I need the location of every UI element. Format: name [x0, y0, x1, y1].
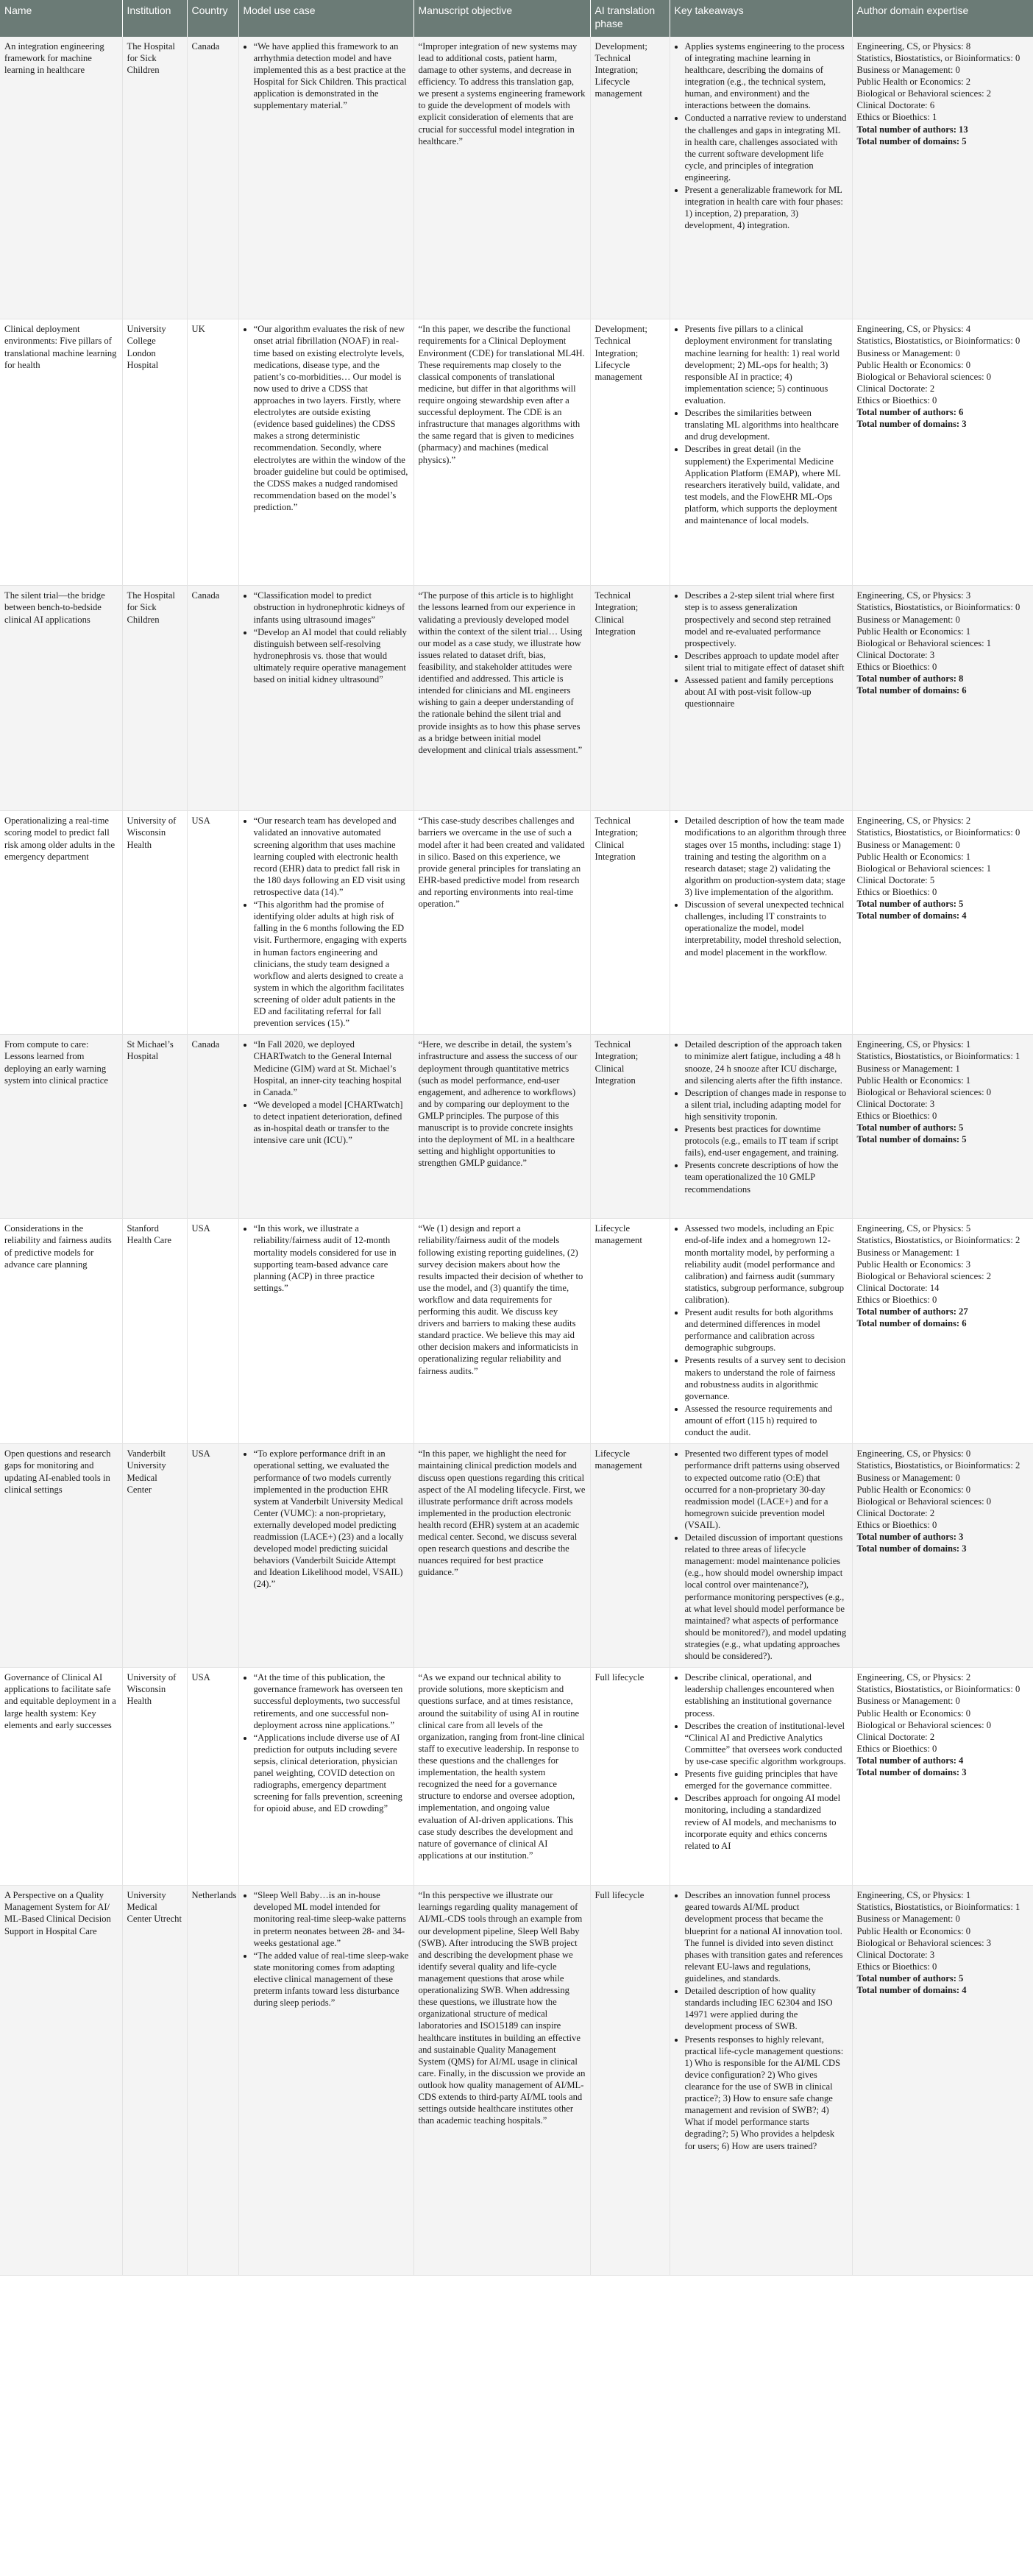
total-domains: Total number of domains: 6	[856, 1318, 967, 1329]
table-row	[0, 1444, 1033, 1668]
use-case-list	[244, 1448, 409, 1590]
takeaway-item: • Present audit results for both algorithms and determined differences in model performance and calibration across demographic subgroups.	[685, 1306, 848, 1354]
expertise-line: Business or Management: 0	[856, 1696, 960, 1707]
cell-takeaways	[670, 1035, 852, 1219]
expertise-line: Clinical Doctorate: 2	[856, 1731, 935, 1742]
expertise-line: Public Health or Economics: 1	[856, 851, 971, 862]
total-domains: Total number of domains: 3	[856, 419, 967, 430]
total-domains: Total number of domains: 4	[856, 1985, 967, 1996]
cell-expertise	[852, 1035, 1033, 1219]
expertise-line: Public Health or Economics: 1	[856, 1075, 971, 1086]
expertise-line: Public Health or Economics: 0	[856, 1484, 971, 1495]
cell-expertise	[852, 1668, 1033, 1886]
expertise-line: Clinical Doctorate: 6	[856, 100, 935, 111]
use-case-item: • “At the time of this publication, the governance framework has overseen ten successful deployments, two successful retirements, and one successful non-deployment across nine applications.”	[254, 1671, 409, 1731]
expertise-line: Engineering, CS, or Physics: 5	[856, 1223, 971, 1234]
cell-expertise	[852, 586, 1033, 811]
expertise-line: Public Health or Economics: 0	[856, 1708, 971, 1719]
cell-takeaways	[670, 1886, 852, 2276]
cell-objective: “As we expand our technical ability to provide solutions, more skepticism and questions surface, and at times resistance, around the suitability of using AI in routine clinical care from all levels of the organization, ranging from front-line clinical staff to executive leadership. In response to these questions and the challenges for implementation, the health system recognized the need for a governance structure to endorse and oversee adoption, implementation, and ongoing value evaluation of AI-driven applications. This case study describes the development and nature of governance of clinical AI applications at our institution.”	[413, 1668, 590, 1886]
total-authors: Total number of authors: 3	[856, 1532, 964, 1543]
use-case-item: • “We developed a model [CHARTwatch] to detect inpatient deterioration, defined as in-hospital death or transfer to the intensive care unit (ICU).”	[254, 1099, 409, 1146]
takeaway-item: • Describes approach for ongoing AI model monitoring, including a standardized review of AI models, and mechanisms to incorporate equity and ethics concerns related to AI	[685, 1792, 848, 1852]
takeaway-item: • Assessed two models, including an Epic end-of-life index and a homegrown 12-month mortality model, by performing a reliability audit (model performance and calibration) and fairness audit (summary statistics, subgroup performance, subgroup calibration).	[685, 1222, 848, 1306]
use-case-list	[244, 1889, 409, 2009]
cell-objective: “We (1) design and report a reliability/fairness audit of the models following existing reporting guidelines, (2) survey decision makers about how the results impacted their decision of whether to use the model, and (3) quantify the time, workflow and data requirements for performing this audit. We discuss key drivers and barriers to making these audits standard practice. We believe this may aid other decision makers and informaticists in operationalizing regular reliability and fairness audits.”	[413, 1219, 590, 1444]
total-authors: Total number of authors: 5	[856, 899, 964, 910]
takeaway-item: • Describes in great detail (in the supplement) the Experimental Medicine Application Platform (EMAP), where ML researchers iteratively build, validate, and test models, and the FlowEHR ML-Ops platform, which supports the deployment and maintenance of local models.	[685, 443, 848, 526]
cell-name: The silent trial—the bridge between bench-to-bedside clinical AI applications	[0, 586, 122, 811]
takeaway-item: • Describes an innovation funnel process geared towards AI/ML product development process that became the blueprint for a national AI innovation tool. The funnel is divided into seven distinct phases with transition gates and references relevant EU-laws and regulations, guidelines, and standards.	[685, 1889, 848, 1984]
total-domains: Total number of domains: 4	[856, 910, 967, 921]
cell-takeaways	[670, 37, 852, 319]
cell-objective: “In this paper, we highlight the need for maintaining clinical prediction models and discuss open questions regarding this critical aspect of the AI modeling lifecycle. First, we illustrate performance drift across models implemented in the production electronic health record (EHR) system at an academic medical center. Second, we discuss several open research questions and describe the nuances required for best practice guidance.”	[413, 1444, 590, 1668]
takeaway-item: • Conducted a narrative review to understand the challenges and gaps in integrating ML in health care, challenges associated with the current software development life cycle, and principles of integration engineering.	[685, 112, 848, 183]
cell-phase: Technical Integration; Clinical Integration	[590, 586, 670, 811]
cell-takeaways	[670, 1668, 852, 1886]
cell-institution: University College London Hospital	[122, 319, 187, 586]
use-case-item: • “Applications include diverse use of AI prediction for outputs including severe sepsis, clinical deterioration, physician panel weighting, COVID detection on radiographs, emergency department screening for falls prevention, screening for opioid abuse, and ED crowding”	[254, 1732, 409, 1815]
expertise-line: Clinical Doctorate: 3	[856, 1098, 935, 1109]
total-domains: Total number of domains: 5	[856, 1134, 967, 1145]
cell-use-case	[238, 586, 413, 811]
cell-country: USA	[187, 1668, 238, 1886]
takeaway-item: • Applies systems engineering to the process of integrating machine learning in healthcare, describing the domains of integration (e.g., the technical system, human, and environment) and the interactions between the domains.	[685, 40, 848, 112]
expertise-line: Biological or Behavioral sciences: 2	[856, 88, 992, 99]
header-takeaways: Key takeaways	[670, 0, 852, 37]
expertise-line: Ethics or Bioethics: 0	[856, 1743, 937, 1754]
cell-use-case	[238, 319, 413, 586]
cell-country: USA	[187, 811, 238, 1035]
total-domains: Total number of domains: 3	[856, 1767, 967, 1778]
use-case-list	[244, 590, 409, 685]
expertise-line: Engineering, CS, or Physics: 4	[856, 324, 971, 335]
use-case-item: • “Develop an AI model that could reliably distinguish between self-resolving hydronephrosis vs. those that would ultimately require operative management based on initial kidney ultrasound”	[254, 626, 409, 686]
cell-institution: Stanford Health Care	[122, 1219, 187, 1444]
use-case-item: • “To explore performance drift in an operational setting, we evaluated the performance of two models currently implemented in the production EHR system at Vanderbilt University Medical Center (VUMC): a non-proprietary, externally developed model predicting readmission (LACE+) (23) and a locally developed model predicting suicidal behaviors (Vanderbilt Suicide Attempt and Ideation Likelihood model, VSAIL) (24).”	[254, 1448, 409, 1590]
cell-institution: The Hospital for Sick Children	[122, 586, 187, 811]
expertise-line: Business or Management: 0	[856, 614, 960, 625]
takeaways-list	[675, 1222, 848, 1438]
expertise-line: Statistics, Biostatistics, or Bioinformatics: 2	[856, 1235, 1020, 1246]
use-case-list	[244, 1222, 409, 1294]
expertise-line: Engineering, CS, or Physics: 2	[856, 1672, 971, 1683]
expertise-line: Public Health or Economics: 1	[856, 626, 971, 637]
cell-name: Operationalizing a real-time scoring model to predict fall risk among older adults in the emergency department	[0, 811, 122, 1035]
takeaway-item: • Detailed discussion of important questions related to three areas of lifecycle management: model maintenance policies (e.g., how should model ownership impact local control over maintenance?), performance monitoring perspectives (e.g., at what level should model performance be maintained? what aspects of performance should be monitored?), and model updating strategies (e.g., what updating approaches should be considered?).	[685, 1532, 848, 1662]
cell-expertise	[852, 319, 1033, 586]
total-authors: Total number of authors: 5	[856, 1122, 964, 1133]
cell-expertise	[852, 37, 1033, 319]
cell-objective: “In this perspective we illustrate our learnings regarding quality management of AI/ML-CDS tools through an example from our development pipeline, Sleep Well Baby (SWB). After introducing the SWB project and describing the development phase we identify several quality and life-cycle management questions that arose while operationalizing SWB. When addressing these questions, we illustrate how the organizational structure of medical laboratories and ISO15189 can inspire healthcare institutes in building an effective and sustainable Quality Management System (QMS) for AI/ML usage in clinical care. Finally, in the discussion we provide an outlook how quality management of AI/ML-CDS extends to third-party AI/ML tools and settings outside healthcare institutes other than academic teaching hospitals.”	[413, 1886, 590, 2276]
expertise-line: Biological or Behavioral sciences: 3	[856, 1937, 992, 1948]
cell-use-case	[238, 811, 413, 1035]
table-row	[0, 1219, 1033, 1444]
takeaway-item: • Describes the similarities between translating ML algorithms into healthcare and drug development.	[685, 407, 848, 442]
cell-expertise	[852, 1444, 1033, 1668]
expertise-line: Business or Management: 1	[856, 1247, 960, 1258]
total-authors: Total number of authors: 4	[856, 1755, 964, 1766]
takeaways-list	[675, 1038, 848, 1195]
use-case-item: • “The added value of real-time sleep-wake state monitoring comes from adapting elective clinical management of these preterm infants toward less disturbance during sleep periods.”	[254, 1950, 409, 2009]
expertise-line: Public Health or Economics: 0	[856, 1925, 971, 1936]
cell-name: Open questions and research gaps for monitoring and updating AI-enabled tools in clinical settings	[0, 1444, 122, 1668]
expertise-line: Biological or Behavioral sciences: 0	[856, 371, 992, 382]
cell-phase: Development; Technical Integration; Lifecycle management	[590, 319, 670, 586]
takeaway-item: • Presented two different types of model performance drift patterns using observed to expected outcome ratio (O:E) that occurred for a non-proprietary 30-day readmission model (LACE+) and for a homegrown suicide prevention model (VSAIL).	[685, 1448, 848, 1531]
cell-use-case	[238, 1668, 413, 1886]
cell-phase: Development; Technical Integration; Lifecycle management	[590, 37, 670, 319]
table-row	[0, 37, 1033, 319]
cell-objective: “The purpose of this article is to highlight the lessons learned from our experience in validating a previously developed model within the context of the silent trial… Using our model as a case study, we illustrate how issues related to dataset drift, bias, feasibility, and stakeholder attitudes were identified and addressed. This article is intended for clinicians and ML engineers wishing to gain a deeper understanding of the rationale behind the silent trial and provide insights as to how this phase serves as a bridge between initial model development and clinical trials assessment.”	[413, 586, 590, 811]
expertise-line: Engineering, CS, or Physics: 0	[856, 1448, 971, 1459]
takeaway-item: • Assessed patient and family perceptions about AI with post-visit follow-up questionnaire	[685, 674, 848, 710]
expertise-line: Biological or Behavioral sciences: 0	[856, 1496, 992, 1507]
expertise-line: Biological or Behavioral sciences: 1	[856, 637, 992, 648]
cell-use-case	[238, 37, 413, 319]
expertise-line: Ethics or Bioethics: 0	[856, 394, 937, 406]
expertise-line: Ethics or Bioethics: 0	[856, 1110, 937, 1121]
expertise-line: Business or Management: 1	[856, 1063, 960, 1074]
takeaway-item: • Describes the creation of institutional-level “Clinical AI and Predictive Analytics Committee” that oversees work conducted by use-case specific algorithm workgroups.	[685, 1720, 848, 1767]
takeaways-list	[675, 1448, 848, 1662]
expertise-line: Biological or Behavioral sciences: 0	[856, 1719, 992, 1730]
cell-use-case	[238, 1886, 413, 2276]
takeaways-list	[675, 590, 848, 710]
cell-takeaways	[670, 319, 852, 586]
use-case-list	[244, 40, 409, 112]
cell-phase: Lifecycle management	[590, 1444, 670, 1668]
header-row	[0, 0, 1033, 37]
expertise-line: Engineering, CS, or Physics: 8	[856, 40, 971, 52]
use-case-item: • “In this work, we illustrate a reliability/fairness audit of 12-month mortality models considered for use in supporting team-based advance care planning (ACP) in three practice settings.”	[254, 1222, 409, 1294]
takeaway-item: • Detailed description of how quality standards including IEC 62304 and ISO 14971 were applied during the development process of SWB.	[685, 1985, 848, 2032]
table-row	[0, 319, 1033, 586]
expertise-line: Business or Management: 0	[856, 1914, 960, 1925]
cell-takeaways	[670, 1444, 852, 1668]
use-case-list	[244, 815, 409, 1029]
cell-institution: University Medical Center Utrecht	[122, 1886, 187, 2276]
total-domains: Total number of domains: 5	[856, 135, 967, 146]
expertise-line: Statistics, Biostatistics, or Bioinformatics: 0	[856, 602, 1020, 613]
cell-country: Canada	[187, 1035, 238, 1219]
takeaways-list	[675, 1671, 848, 1852]
takeaway-item: • Presents concrete descriptions of how the team operationalized the 10 GMLP recommendations	[685, 1159, 848, 1195]
takeaway-item: • Detailed description of the approach taken to minimize alert fatigue, including a 48 h snooze, 24 h snooze after ICU discharge, and silencing alerts after the fifth instance.	[685, 1038, 848, 1086]
total-authors: Total number of authors: 5	[856, 1973, 964, 1984]
cell-institution: Vanderbilt University Medical Center	[122, 1444, 187, 1668]
cell-name: Governance of Clinical AI applications to facilitate safe and equitable deployment in a large health system: Key elements and early successes	[0, 1668, 122, 1886]
cell-use-case	[238, 1219, 413, 1444]
total-authors: Total number of authors: 13	[856, 124, 968, 135]
expertise-line: Engineering, CS, or Physics: 3	[856, 590, 971, 601]
expertise-line: Clinical Doctorate: 5	[856, 874, 935, 885]
cell-name: A Perspective on a Quality Management System for AI/ ML-Based Clinical Decision Support in Hospital Care	[0, 1886, 122, 2276]
total-domains: Total number of domains: 6	[856, 685, 967, 696]
takeaway-item: • Present a generalizable framework for ML integration in health care with four phases: 1) inception, 2) preparation, 3) development, 4) integration.	[685, 184, 848, 231]
expertise-line: Statistics, Biostatistics, or Bioinformatics: 0	[856, 336, 1020, 347]
cell-phase: Technical Integration; Clinical Integration	[590, 1035, 670, 1219]
takeaway-item: • Presents results of a survey sent to decision makers to understand the role of fairness and robustness audits in algorithmic governance.	[685, 1354, 848, 1401]
expertise-line: Ethics or Bioethics: 1	[856, 112, 937, 123]
takeaway-item: • Presents five guiding principles that have emerged for the governance committee.	[685, 1768, 848, 1791]
expertise-line: Statistics, Biostatistics, or Bioinformatics: 0	[856, 52, 1020, 63]
header-phase: AI translation phase	[590, 0, 670, 37]
use-case-list	[244, 323, 409, 513]
takeaway-item: • Describes a 2-step silent trial where first step is to assess generalization prospectively and second step retrained model and re-evaluated performance prospectively.	[685, 590, 848, 649]
table-row	[0, 811, 1033, 1035]
expertise-line: Engineering, CS, or Physics: 2	[856, 815, 971, 827]
takeaway-item: • Detailed description of how the team made modifications to an algorithm through three stages over 15 months, including: stage 1) training and testing the algorithm on a research dataset; stage 2) validating the algorithm on production-system data; stage 3) live implementation of the algorithm.	[685, 815, 848, 898]
takeaways-list	[675, 40, 848, 232]
table-row	[0, 1035, 1033, 1219]
cell-country: UK	[187, 319, 238, 586]
cell-institution: University of Wisconsin Health	[122, 811, 187, 1035]
header-country: Country	[187, 0, 238, 37]
takeaway-item: • Description of changes made in response to a silent trial, including adapting model for high sensitivity troponin.	[685, 1087, 848, 1122]
header-use-case: Model use case	[238, 0, 413, 37]
expertise-line: Ethics or Bioethics: 0	[856, 1961, 937, 1972]
cell-objective: “This case-study describes challenges and barriers we overcame in the use of such a model after it had been created and validated in silico. Based on this experience, we provide general principles for translating an EHR-based predictive model from research and reporting environments into real-time operation.”	[413, 811, 590, 1035]
expertise-line: Business or Management: 0	[856, 839, 960, 850]
takeaways-list	[675, 815, 848, 958]
expertise-line: Public Health or Economics: 2	[856, 77, 971, 88]
takeaway-item: • Discussion of several unexpected technical challenges, including IT constraints to operationalize the model, model interpretability, model threshold selection, and model placement in the workflow.	[685, 899, 848, 958]
expertise-line: Ethics or Bioethics: 0	[856, 661, 937, 672]
cell-phase: Lifecycle management	[590, 1219, 670, 1444]
cell-expertise	[852, 1219, 1033, 1444]
header-objective: Manuscript objective	[413, 0, 590, 37]
cell-name: Clinical deployment environments: Five pillars of translational machine learning for health	[0, 319, 122, 586]
expertise-line: Clinical Doctorate: 3	[856, 649, 935, 660]
use-case-item: • “This algorithm had the promise of identifying older adults at high risk of falling in the 6 months following the ED visit. Furthermore, engaging with experts in human factors engineering and clinicians, the study team designed a workflow and alerts designed to create a system in which the algorithm facilitates screening of older adult patients in the ED and facilitating referral for fall prevention services (15).”	[254, 899, 409, 1029]
cell-takeaways	[670, 1219, 852, 1444]
expertise-line: Ethics or Bioethics: 0	[856, 1294, 937, 1305]
expertise-line: Public Health or Economics: 0	[856, 359, 971, 370]
expertise-line: Statistics, Biostatistics, or Bioinformatics: 2	[856, 1460, 1020, 1471]
cell-phase: Technical Integration; Clinical Integration	[590, 811, 670, 1035]
cell-country: USA	[187, 1219, 238, 1444]
use-case-item: • “Sleep Well Baby…is an in-house developed ML model intended for monitoring real-time sleep-wake patterns in preterm neonates between 28- and 34-weeks gestational age.”	[254, 1889, 409, 1949]
expertise-line: Biological or Behavioral sciences: 0	[856, 1086, 992, 1097]
use-case-list	[244, 1671, 409, 1814]
use-case-item: • “Our algorithm evaluates the risk of new onset atrial fibrillation (NOAF) in real-time based on existing electrolyte levels, medications, disease type, and the patient’s co-morbidities… Our model is now used to drive a CDSS that approaches in two layers. Firstly, where electrolytes are outside existing (evidence based guidelines) the CDSS makes a strong deterministic recommendation. Secondly, where electrolytes are within the window of the broader guideline but could be optimised, the CDSS makes a nudged randomised recommendation based on the model’s prediction.”	[254, 323, 409, 513]
total-authors: Total number of authors: 8	[856, 673, 964, 684]
expertise-line: Business or Management: 0	[856, 65, 960, 76]
expertise-line: Engineering, CS, or Physics: 1	[856, 1890, 971, 1901]
expertise-line: Ethics or Bioethics: 0	[856, 1519, 937, 1530]
cell-phase: Full lifecycle	[590, 1886, 670, 2276]
takeaway-item: • Presents best practices for downtime protocols (e.g., emails to IT team if script fails), end-user engagement, and training.	[685, 1123, 848, 1158]
cell-objective: “Here, we describe in detail, the system’s infrastructure and assess the success of our deployment through quantitative metrics (such as model performance, end-user engagement, and adherence to workflows) and by comparing our deployment to the GMLP principles. The purpose of this manuscript is to provide concrete insights into the deployment of ML in a healthcare setting and highlight opportunities to strengthen GMLP guidance.”	[413, 1035, 590, 1219]
cell-objective: “Improper integration of new systems may lead to additional costs, patient harm, damage to other systems, and decrease in efficiency. To address this translation gap, we present a systems engineering framework to guide the development of models with explicit consideration of elements that are crucial for successful model integration in healthcare.”	[413, 37, 590, 319]
cell-use-case	[238, 1035, 413, 1219]
cell-takeaways	[670, 586, 852, 811]
cell-name: An integration engineering framework for machine learning in healthcare	[0, 37, 122, 319]
use-case-item: • “Classification model to predict obstruction in hydronephrotic kidneys of infants using ultrasound images”	[254, 590, 409, 625]
cell-country: Canada	[187, 586, 238, 811]
expertise-line: Statistics, Biostatistics, or Bioinformatics: 0	[856, 1684, 1020, 1695]
table-row	[0, 586, 1033, 811]
expertise-line: Clinical Doctorate: 14	[856, 1282, 940, 1293]
expertise-line: Business or Management: 0	[856, 1472, 960, 1483]
table-body	[0, 37, 1033, 2276]
cell-name: From compute to care: Lessons learned from deploying an early warning system into clinical practice	[0, 1035, 122, 1219]
cell-institution: University of Wisconsin Health	[122, 1668, 187, 1886]
total-authors: Total number of authors: 6	[856, 407, 964, 418]
cell-expertise	[852, 1886, 1033, 2276]
expertise-line: Biological or Behavioral sciences: 1	[856, 863, 992, 874]
total-domains: Total number of domains: 3	[856, 1543, 967, 1554]
use-case-item: • “In Fall 2020, we deployed CHARTwatch to the General Internal Medicine (GIM) ward at St. Michael’s Hospital, an inner-city teaching hospital in Canada.”	[254, 1038, 409, 1098]
table-row	[0, 1668, 1033, 1886]
cell-use-case	[238, 1444, 413, 1668]
use-case-item: • “Our research team has developed and validated an innovative automated screening algorithm that uses machine learning coupled with electronic health record (EHR) data to predict fall risk in the 180 days following an ED visit using retrospective data (14).”	[254, 815, 409, 898]
cell-objective: “In this paper, we describe the functional requirements for a Clinical Deployment Environment (CDE) for translational ML4H. These requirements map closely to the classical components of translational medicine, but differ in that algorithms will require ongoing stewardship even after a successful deployment. The CDE is an infrastructure that manages algorithms with the same regard that is given to medicines (pharmacy) and machines (medical physics).”	[413, 319, 590, 586]
expertise-line: Business or Management: 0	[856, 347, 960, 358]
cell-phase: Full lifecycle	[590, 1668, 670, 1886]
takeaways-list	[675, 1889, 848, 2151]
header-institution: Institution	[122, 0, 187, 37]
cell-country: Netherlands	[187, 1886, 238, 2276]
takeaway-item: • Presents five pillars to a clinical deployment environment for translating machine learning for health: 1) real world development; 2) ML-ops for health; 3) responsible AI in practice; 4) implementation science; 5) continuous evaluation.	[685, 323, 848, 406]
takeaways-list	[675, 323, 848, 526]
expertise-line: Public Health or Economics: 3	[856, 1259, 971, 1270]
total-authors: Total number of authors: 27	[856, 1306, 968, 1317]
expertise-line: Statistics, Biostatistics, or Bioinformatics: 1	[856, 1051, 1020, 1062]
use-case-item: • “We have applied this framework to an arrhythmia detection model and have implemented this as a best practice at the Hospital for Sick Children. This practical application is demonstrated in the supplementary material.”	[254, 40, 409, 112]
expertise-line: Clinical Doctorate: 3	[856, 1949, 935, 1960]
expertise-line: Biological or Behavioral sciences: 2	[856, 1270, 992, 1281]
header-expertise: Author domain expertise	[852, 0, 1033, 37]
takeaway-item: • Describe clinical, operational, and leadership challenges encountered when establishing an institutional governance process.	[685, 1671, 848, 1719]
takeaway-item: • Presents responses to highly relevant, practical life-cycle management questions: 1) Who is responsible for the AI/ML CDS device configuration? 2) Who gives clearance for the use of SWB in clinical practice?; 3) How to ensure safe change management and revision of SWB?; 4) What if model performance starts degrading?; 5) Who provides a helpdesk for users; 6) How are users trained?	[685, 2034, 848, 2152]
expertise-line: Statistics, Biostatistics, or Bioinformatics: 0	[856, 827, 1020, 838]
cell-country: Canada	[187, 37, 238, 319]
cell-country: USA	[187, 1444, 238, 1668]
use-case-list	[244, 1038, 409, 1146]
takeaway-item: • Describes approach to update model after silent trial to mitigate effect of dataset shift	[685, 650, 848, 673]
expertise-line: Clinical Doctorate: 2	[856, 383, 935, 394]
expertise-line: Statistics, Biostatistics, or Bioinformatics: 1	[856, 1902, 1020, 1913]
expertise-line: Engineering, CS, or Physics: 1	[856, 1039, 971, 1050]
cell-expertise	[852, 811, 1033, 1035]
cell-takeaways	[670, 811, 852, 1035]
cell-name: Considerations in the reliability and fairness audits of predictive models for advance care planning	[0, 1219, 122, 1444]
expertise-line: Ethics or Bioethics: 0	[856, 886, 937, 897]
cell-institution: The Hospital for Sick Children	[122, 37, 187, 319]
takeaway-item: • Assessed the resource requirements and amount of effort (115 h) required to conduct the audit.	[685, 1403, 848, 1438]
expertise-line: Clinical Doctorate: 2	[856, 1507, 935, 1518]
header-name: Name	[0, 0, 122, 37]
table-row	[0, 1886, 1033, 2276]
cell-institution: St Michael’s Hospital	[122, 1035, 187, 1219]
